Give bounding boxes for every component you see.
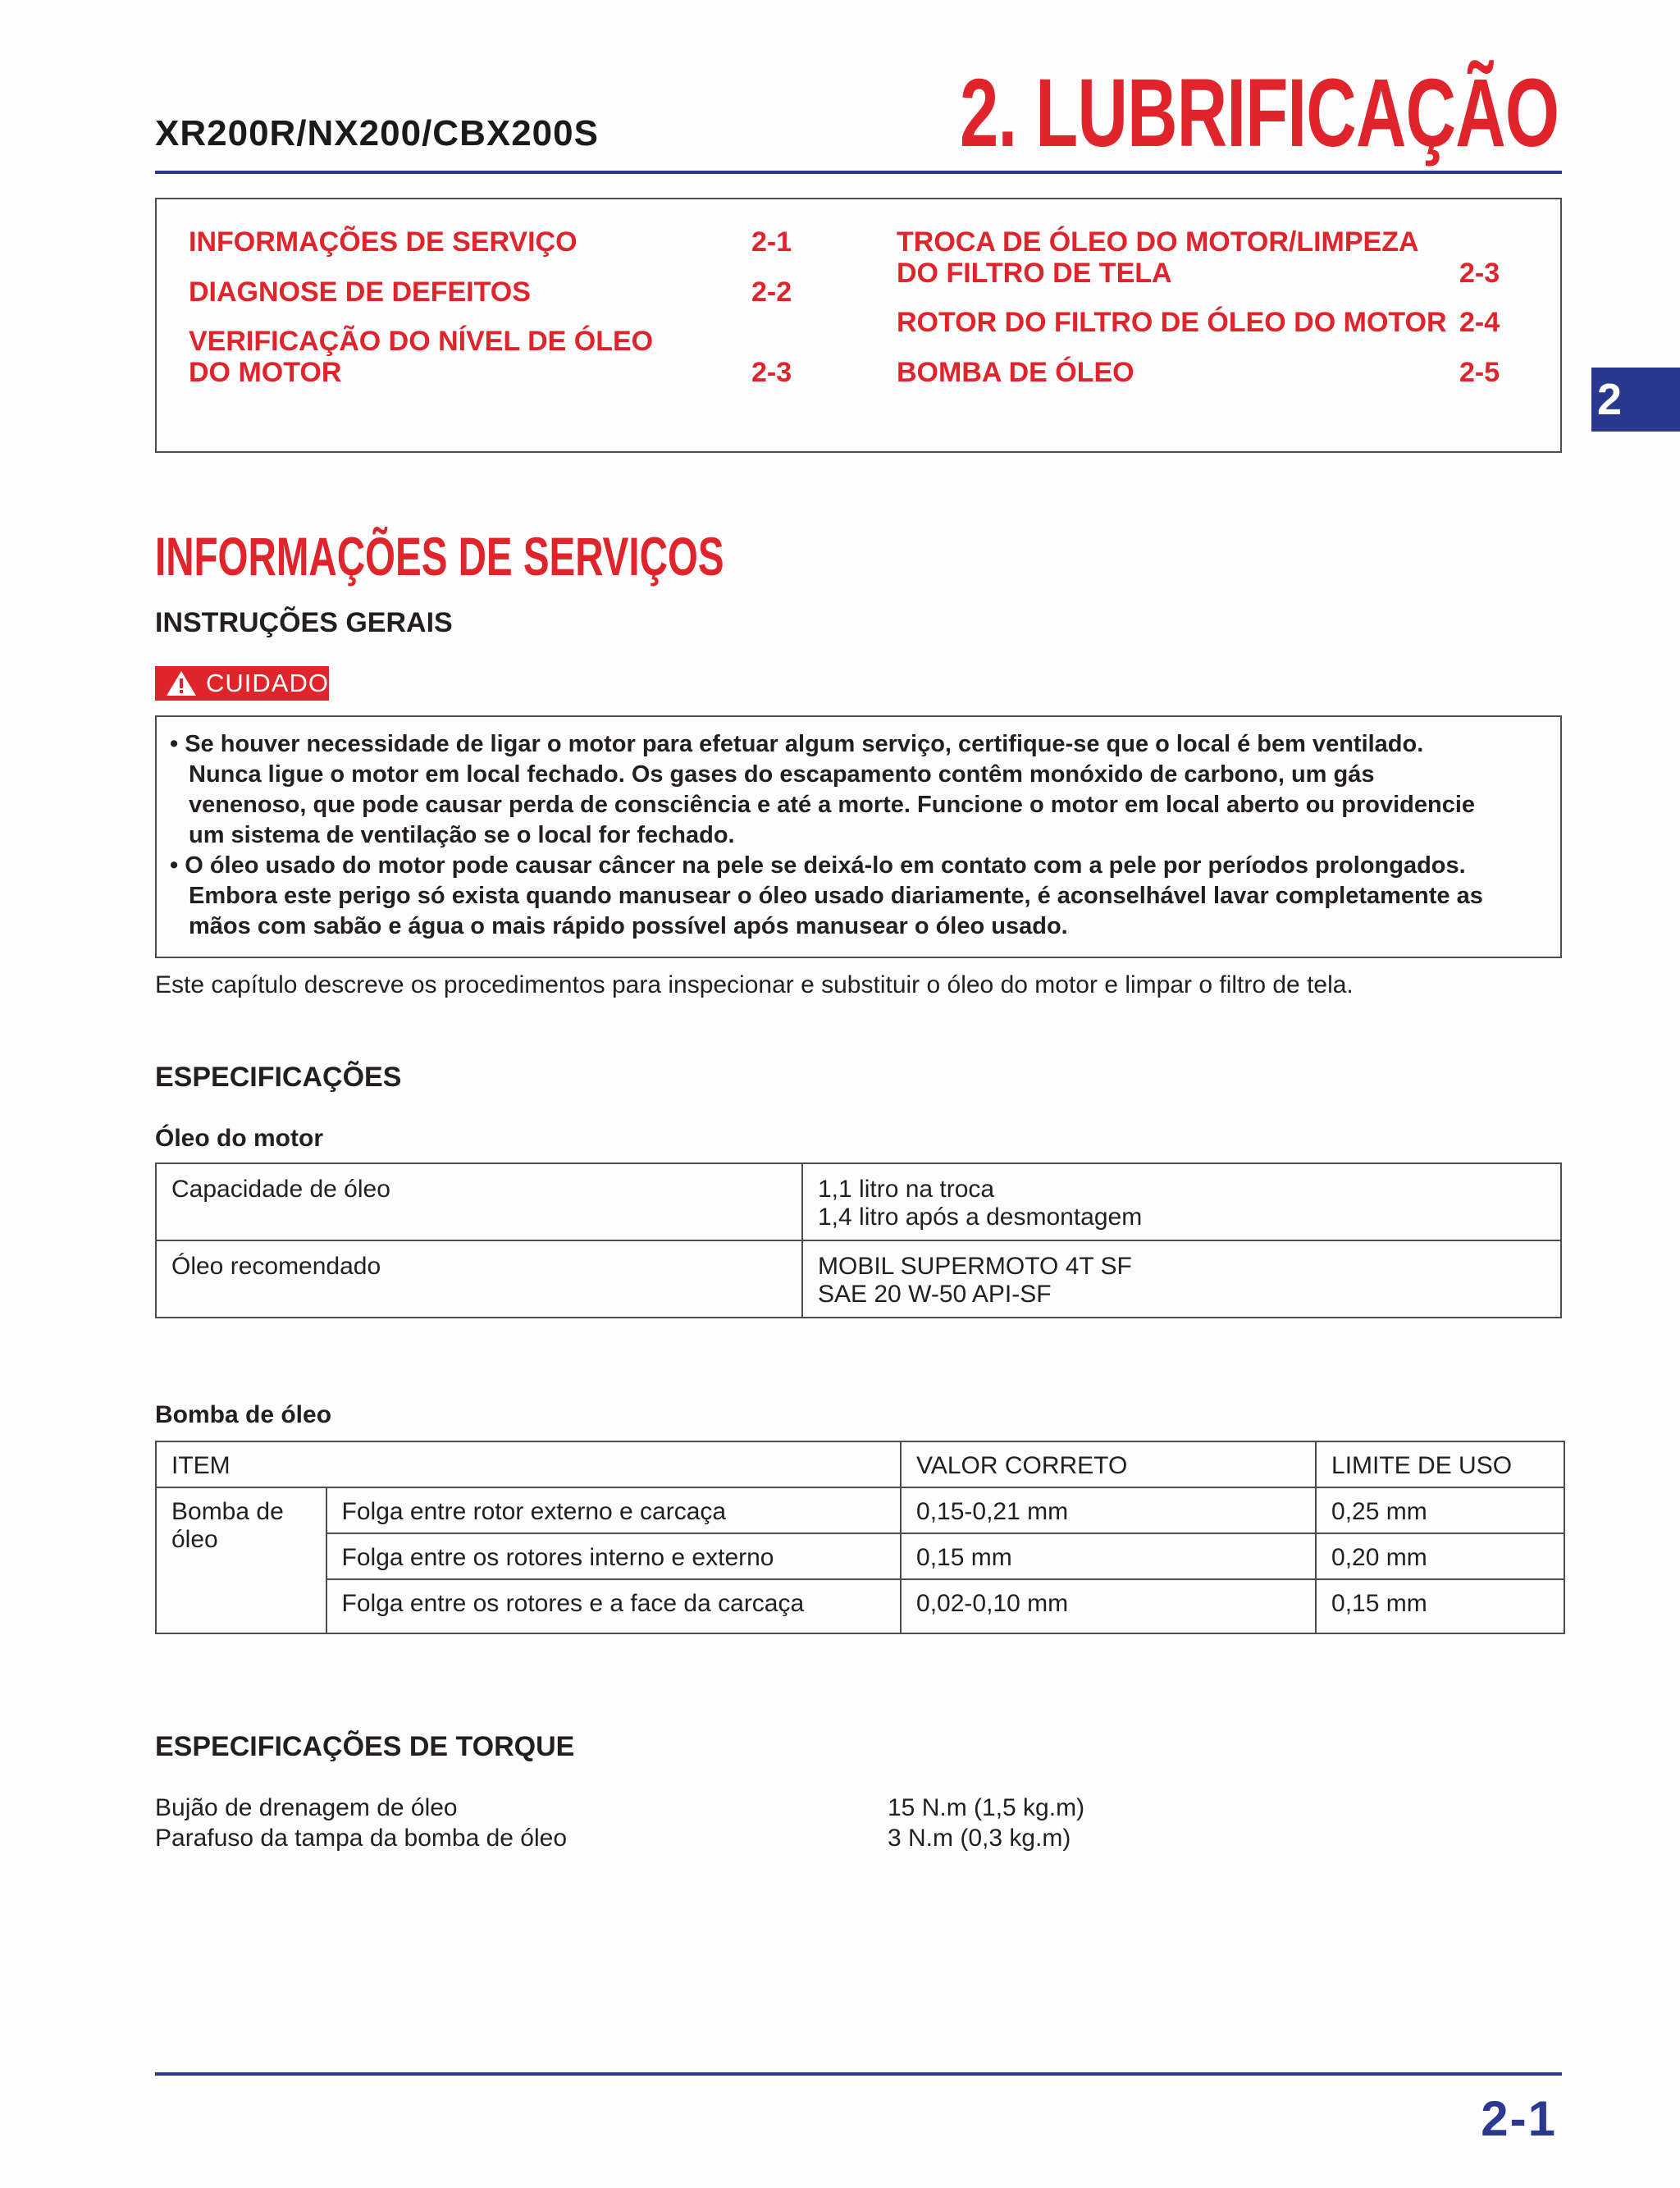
caution-badge xyxy=(155,666,329,701)
oil-pump-heading: Bomba de óleo xyxy=(155,1401,332,1428)
table-cell: Folga entre os rotores interno e externo xyxy=(326,1533,902,1579)
torque-heading: ESPECIFICAÇÕES DE TORQUE xyxy=(155,1731,575,1762)
warning-line: mãos com sabão e água o mais rápido possível após manusear o óleo usado. xyxy=(189,913,1068,939)
toc-page: 2-3 xyxy=(1459,258,1500,289)
header-rule xyxy=(155,171,1562,174)
table-cell xyxy=(802,1163,1561,1240)
toc-link-oil-pump[interactable]: BOMBA DE ÓLEO xyxy=(897,357,1134,388)
page-number: 2-1 xyxy=(1481,2091,1557,2146)
torque-label: Bujão de drenagem de óleo xyxy=(155,1794,458,1821)
toc-link-oil-filter-rotor[interactable]: ROTOR DO FILTRO DE ÓLEO DO MOTOR xyxy=(897,307,1447,338)
toc-link-service-info[interactable]: INFORMAÇÕES DE SERVIÇO xyxy=(189,226,578,258)
toc-page: 2-3 xyxy=(751,357,792,388)
toc-page: 2-4 xyxy=(1459,307,1500,338)
torque-value: 3 N.m (0,3 kg.m) xyxy=(888,1825,1071,1852)
table-row xyxy=(156,1579,1564,1633)
engine-oil-heading: Óleo do motor xyxy=(155,1125,323,1152)
intro-paragraph: Este capítulo descreve os procedimentos para inspecionar e substituir o óleo do motor e limpar o filtro de tela. xyxy=(155,971,1354,998)
cell-line: 1,4 litro após a desmontagem xyxy=(818,1204,1143,1231)
table-row xyxy=(156,1163,1561,1240)
warning-line: um sistema de ventilação se o local for fechado. xyxy=(189,822,735,848)
toc-page: 2-2 xyxy=(751,276,792,308)
torque-value: 15 N.m (1,5 kg.m) xyxy=(888,1794,1085,1821)
warning-line: Embora este perigo só exista quando manusear o óleo usado diariamente, é aconselhável lavar completamente as xyxy=(189,883,1483,909)
toc-link-diagnosis[interactable]: DIAGNOSE DE DEFEITOS xyxy=(189,276,531,308)
engine-oil-table xyxy=(155,1163,1562,1318)
section-title: INFORMAÇÕES DE SERVIÇOS xyxy=(155,526,724,587)
toc-link-oil-level[interactable]: VERIFICAÇÃO DO NÍVEL DE ÓLEO xyxy=(189,326,654,357)
table-header-limit: LIMITE DE USO xyxy=(1316,1441,1564,1487)
table-group-label xyxy=(156,1487,326,1633)
table-row xyxy=(156,1240,1561,1318)
cell-line: Bomba de xyxy=(171,1498,284,1525)
cell-line: SAE 20 W-50 API-SF xyxy=(818,1281,1052,1308)
warning-line: • Se houver necessidade de ligar o motor para efetuar algum serviço, certifique-se que o local é bem ventilado. xyxy=(170,731,1424,757)
cell-line: óleo xyxy=(171,1526,218,1553)
table-cell: Folga entre os rotores e a face da carcaça xyxy=(326,1579,902,1633)
table-cell: Óleo recomendado xyxy=(156,1240,802,1318)
torque-label: Parafuso da tampa da bomba de óleo xyxy=(155,1825,568,1852)
toc-link-oil-change-cont[interactable]: DO FILTRO DE TELA xyxy=(897,258,1172,289)
table-cell: 0,15-0,21 mm xyxy=(901,1487,1316,1533)
toc-page: 2-1 xyxy=(751,226,792,258)
caution-label: CUIDADO xyxy=(206,669,329,697)
oil-pump-table xyxy=(155,1441,1565,1634)
table-row xyxy=(156,1533,1564,1579)
specs-heading: ESPECIFICAÇÕES xyxy=(155,1062,402,1093)
model-name: XR200R/NX200/CBX200S xyxy=(155,113,599,153)
cell-line: 1,1 litro na troca xyxy=(818,1176,995,1203)
toc-page: 2-5 xyxy=(1459,357,1500,388)
table-cell: 0,15 mm xyxy=(901,1533,1316,1579)
footer-rule xyxy=(155,2072,1562,2076)
warning-icon xyxy=(165,669,198,697)
table-cell: 0,02-0,10 mm xyxy=(901,1579,1316,1633)
warning-line: venenoso, que pode causar perda de consciência e até a morte. Funcione o motor em local aberto ou providencie xyxy=(189,792,1476,818)
table-cell: 0,25 mm xyxy=(1316,1487,1564,1533)
table-cell: 0,20 mm xyxy=(1316,1533,1564,1579)
chapter-tab[interactable]: 2 xyxy=(1591,368,1680,432)
general-instructions-heading: INSTRUÇÕES GERAIS xyxy=(155,607,453,638)
table-header-std: VALOR CORRETO xyxy=(901,1441,1316,1487)
table-row xyxy=(156,1441,1564,1487)
table-row xyxy=(156,1487,1564,1533)
warning-line: Nunca ligue o motor em local fechado. Os gases do escapamento contêm monóxido de carbono, um gás xyxy=(189,761,1375,788)
toc-link-oil-level-cont[interactable]: DO MOTOR xyxy=(189,357,342,388)
chapter-title: 2. LUBRIFICAÇÃO xyxy=(959,59,1559,167)
table-cell: Folga entre rotor externo e carcaça xyxy=(326,1487,902,1533)
toc-link-oil-change[interactable]: TROCA DE ÓLEO DO MOTOR/LIMPEZA xyxy=(897,226,1419,258)
table-cell: 0,15 mm xyxy=(1316,1579,1564,1633)
table-header-item: ITEM xyxy=(156,1441,901,1487)
cell-line: MOBIL SUPERMOTO 4T SF xyxy=(818,1253,1132,1280)
table-cell: Capacidade de óleo xyxy=(156,1163,802,1240)
table-cell xyxy=(802,1240,1561,1318)
warning-line: • O óleo usado do motor pode causar câncer na pele se deixá-lo em contato com a pele por períodos prolongados. xyxy=(170,852,1466,879)
